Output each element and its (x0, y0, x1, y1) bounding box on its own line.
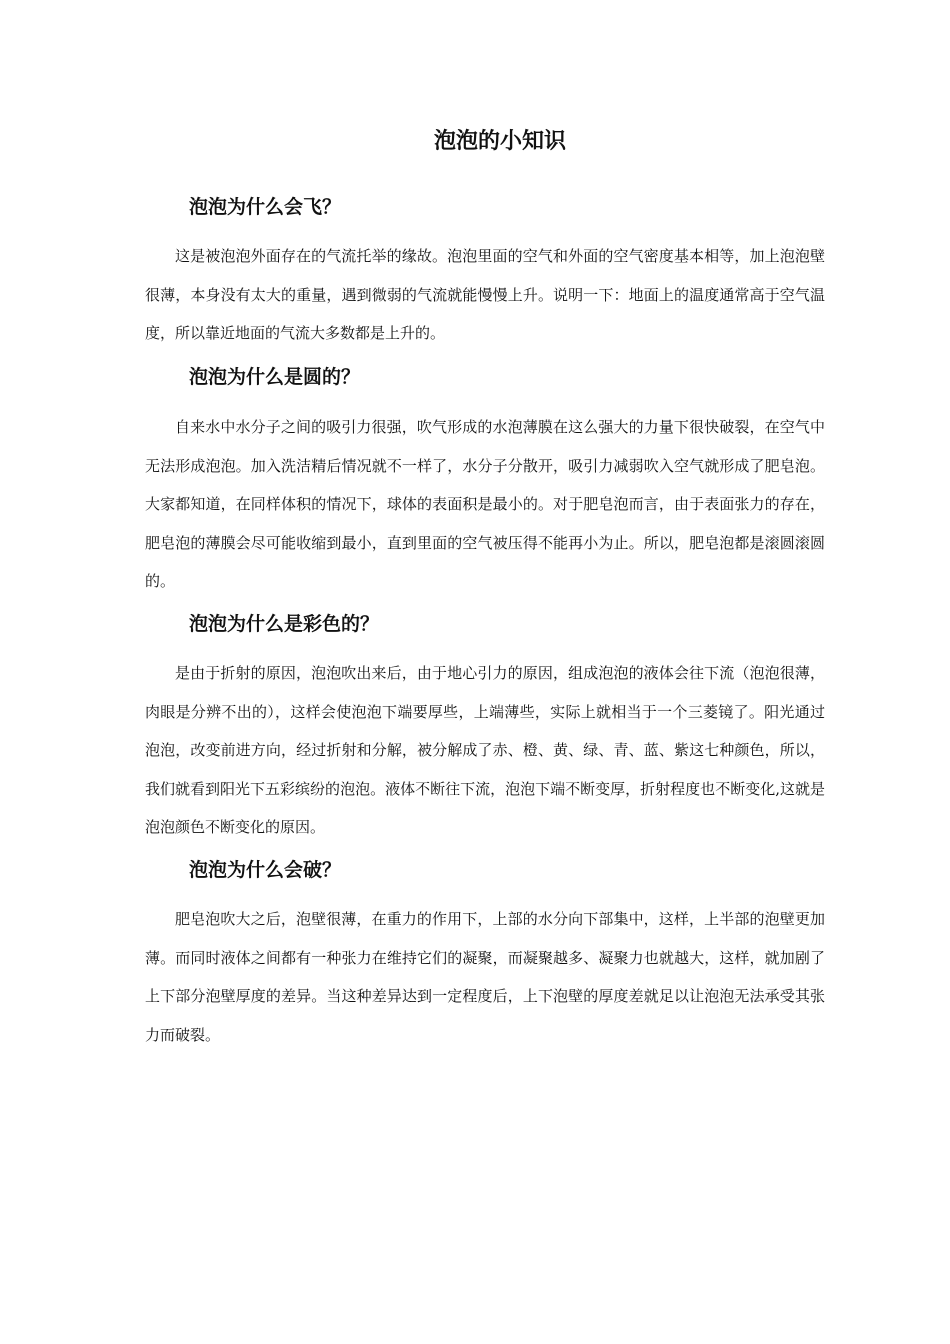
section-body-why-round: 自来水中水分子之间的吸引力很强，吹气形成的水泡薄膜在这么强大的力量下很快破裂，在空气中无法形成泡泡。加入洗洁精后情况就不一样了，水分子分散开，吸引力减弱吹入空气就形成了肥皂泡。大家都知道，在同样体积的情况下，球体的表面积是最小的。对于肥皂泡而言，由于表面张力的存在，肥皂泡的薄膜会尽可能收缩到最小，直到里面的空气被压得不能再小为止。所以，肥皂泡都是滚圆滚圆的。 (145, 418, 825, 590)
section-heading-why-round: 泡泡为什么是圆的？ (189, 366, 361, 388)
section-body-why-fly: 这是被泡泡外面存在的气流托举的缘故。泡泡里面的空气和外面的空气密度基本相等，加上泡泡壁很薄，本身没有太大的重量，遇到微弱的气流就能慢慢上升。说明一下：地面上的温度通常高于空气温度，所以靠近地面的气流大多数都是上升的。 (145, 247, 825, 342)
section-heading-why-colorful: 泡泡为什么是彩色的？ (189, 613, 380, 635)
section-body-why-pop: 肥皂泡吹大之后，泡壁很薄，在重力的作用下，上部的水分向下部集中，这样，上半部的泡壁更加薄。而同时液体之间都有一种张力在维持它们的凝聚，而凝聚越多、凝聚力也就越大，这样，就加剧了上下部分泡壁厚度的差异。当这种差异达到一定程度后，上下泡壁的厚度差就足以让泡泡无法承受其张力而破裂。 (145, 910, 825, 1044)
document-title: 泡泡的小知识 (433, 129, 566, 154)
section-body-why-colorful: 是由于折射的原因，泡泡吹出来后，由于地心引力的原因，组成泡泡的液体会往下流（泡泡很薄，肉眼是分辨不出的），这样会使泡泡下端要厚些，上端薄些，实际上就相当于一个三菱镜了。阳光通过泡泡，改变前进方向，经过折射和分解，被分解成了赤、橙、黄、绿、青、蓝、紫这七种颜色，所以，我们就看到阳光下五彩缤纷的泡泡。液体不断往下流，泡泡下端不断变厚，折射程度也不断变化,这就是泡泡颜色不断变化的原因。 (145, 664, 825, 836)
section-heading-why-fly: 泡泡为什么会飞？ (189, 196, 342, 218)
section-heading-why-pop: 泡泡为什么会破？ (189, 859, 342, 881)
